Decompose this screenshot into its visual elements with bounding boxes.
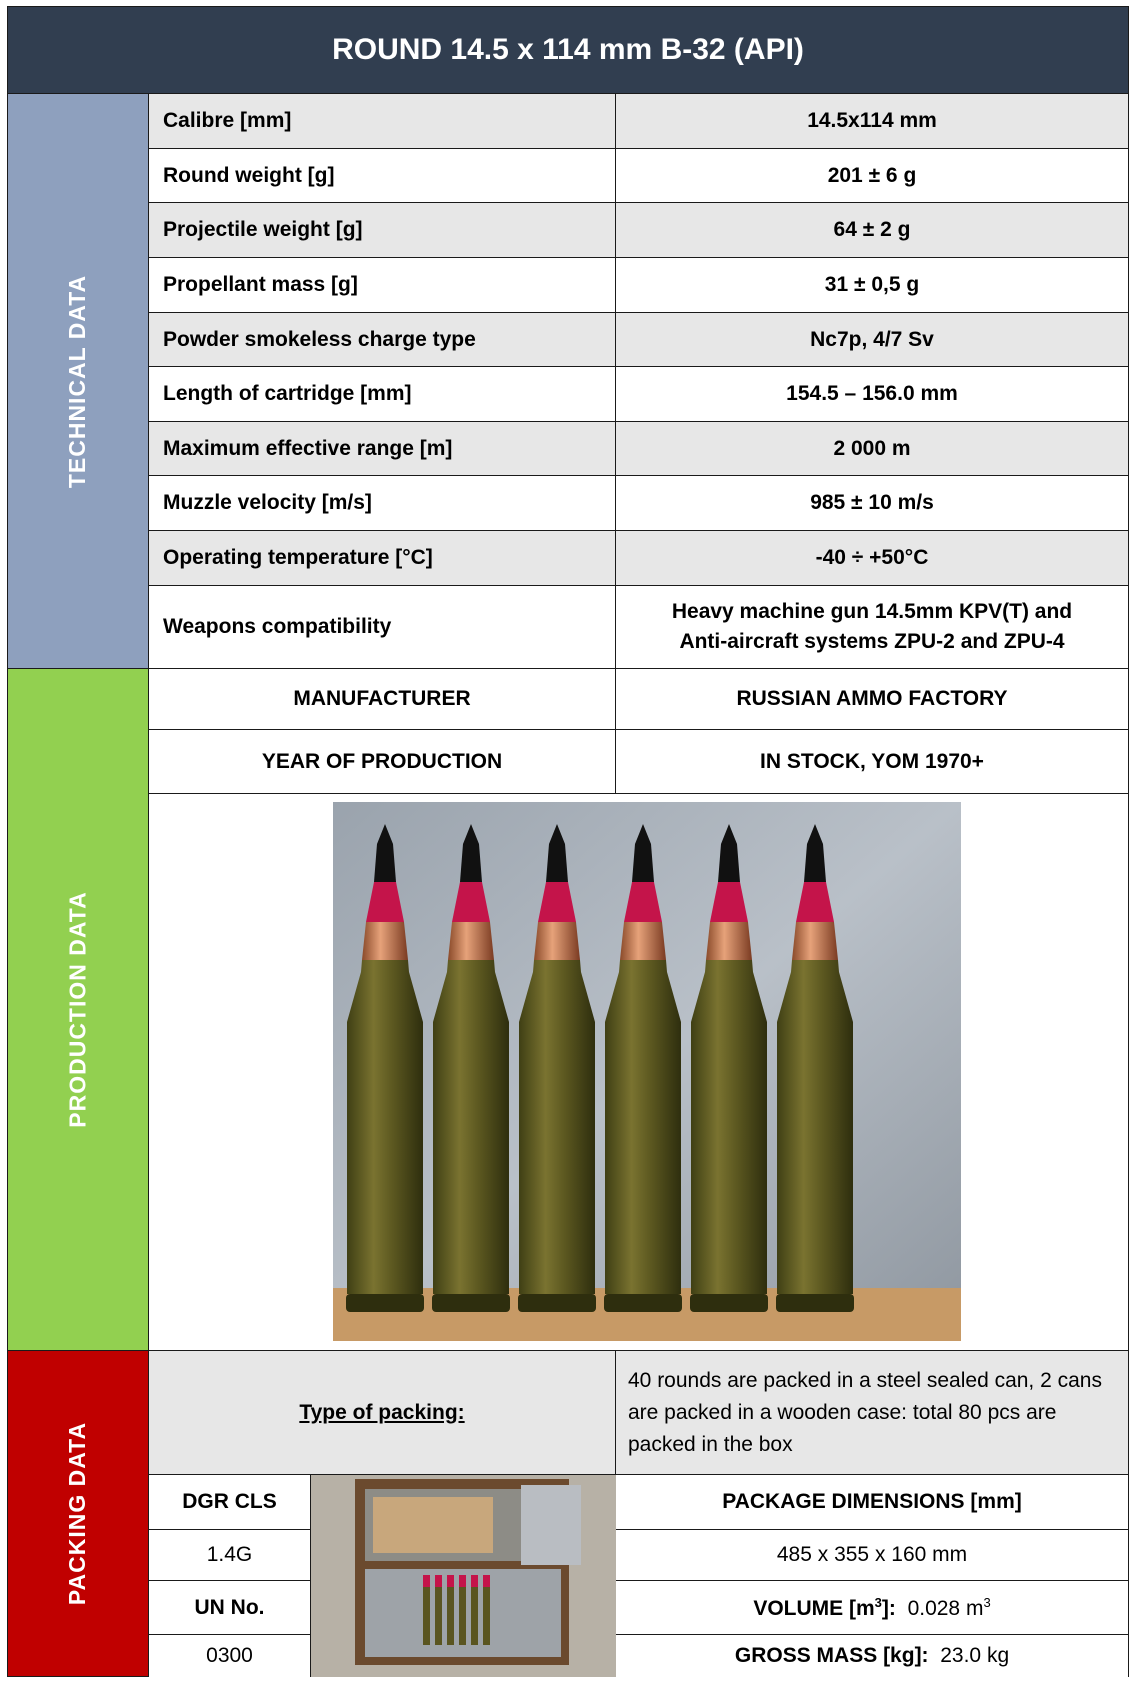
volume-value bbox=[908, 1595, 991, 1621]
section-technical bbox=[7, 94, 149, 669]
section-production-label: PRODUCTION DATA bbox=[64, 891, 91, 1128]
row-value-cartridge-length: 154.5 – 156.0 mm bbox=[616, 367, 1129, 422]
manufacturer-label: MANUFACTURER bbox=[149, 669, 616, 730]
packing-type-value: 40 rounds are packed in a steel sealed can, 2 cans are packed in a wooden case: total 80 pcs are packed in the box bbox=[616, 1351, 1129, 1475]
cartridges-photo-frame bbox=[149, 794, 1129, 1351]
section-packing bbox=[7, 1351, 149, 1677]
row-value-operating-temperature: -40 ÷ +50°C bbox=[616, 531, 1129, 586]
volume-cell bbox=[616, 1581, 1129, 1635]
dgr-value: 1.4G bbox=[149, 1530, 311, 1581]
row-label-effective-range: Maximum effective range [m] bbox=[149, 422, 616, 476]
row-label-projectile-weight: Projectile weight [g] bbox=[149, 203, 616, 258]
volume-label-text: VOLUME [m bbox=[753, 1596, 875, 1620]
page-title: ROUND 14.5 x 114 mm B-32 (API) bbox=[7, 6, 1129, 94]
section-production bbox=[7, 669, 149, 1351]
cartridges-photo bbox=[333, 802, 961, 1341]
un-value: 0300 bbox=[149, 1635, 311, 1677]
dgr-label: DGR CLS bbox=[149, 1475, 311, 1530]
row-value-propellant-mass: 31 ± 0,5 g bbox=[616, 258, 1129, 313]
row-value-charge-type: Nc7p, 4/7 Sv bbox=[616, 313, 1129, 367]
year-label: YEAR OF PRODUCTION bbox=[149, 730, 616, 794]
volume-label-end: ]: bbox=[881, 1596, 896, 1620]
section-technical-label: TECHNICAL DATA bbox=[64, 274, 91, 488]
row-label-weapons-compatibility: Weapons compatibility bbox=[149, 586, 616, 669]
volume-value-sup: 3 bbox=[983, 1594, 991, 1610]
weapons-compatibility-line-1: Heavy machine gun 14.5mm KPV(T) and bbox=[671, 600, 1073, 623]
dimensions-label: PACKAGE DIMENSIONS [mm] bbox=[616, 1475, 1129, 1530]
packing-photo-frame bbox=[311, 1475, 616, 1677]
row-value-effective-range: 2 000 m bbox=[616, 422, 1129, 476]
row-label-calibre: Calibre [mm] bbox=[149, 94, 616, 149]
packing-photo bbox=[311, 1475, 616, 1677]
year-value: IN STOCK, YOM 1970+ bbox=[616, 730, 1129, 794]
row-value-muzzle-velocity: 985 ± 10 m/s bbox=[616, 476, 1129, 531]
row-label-muzzle-velocity: Muzzle velocity [m/s] bbox=[149, 476, 616, 531]
row-value-weapons-compatibility bbox=[616, 586, 1129, 669]
volume-value-text: 0.028 m bbox=[907, 1596, 984, 1620]
dimensions-value: 485 x 355 x 160 mm bbox=[616, 1530, 1129, 1581]
row-value-projectile-weight: 64 ± 2 g bbox=[616, 203, 1129, 258]
row-label-propellant-mass: Propellant mass [g] bbox=[149, 258, 616, 313]
row-label-operating-temperature: Operating temperature [°C] bbox=[149, 531, 616, 586]
gross-mass-cell bbox=[616, 1635, 1129, 1677]
gross-mass-value: 23.0 kg bbox=[940, 1644, 1010, 1667]
un-label: UN No. bbox=[149, 1581, 311, 1635]
row-value-round-weight: 201 ± 6 g bbox=[616, 149, 1129, 203]
volume-label bbox=[753, 1595, 896, 1621]
volume-label-sup: 3 bbox=[874, 1594, 882, 1610]
weapons-compatibility-line-2: Anti-aircraft systems ZPU-2 and ZPU-4 bbox=[679, 630, 1065, 653]
row-label-cartridge-length: Length of cartridge [mm] bbox=[149, 367, 616, 422]
row-value-calibre: 14.5x114 mm bbox=[616, 94, 1129, 149]
row-label-charge-type: Powder smokeless charge type bbox=[149, 313, 616, 367]
manufacturer-value: RUSSIAN AMMO FACTORY bbox=[616, 669, 1129, 730]
packing-type-label-cell bbox=[149, 1351, 616, 1475]
packing-type-label: Type of packing: bbox=[299, 1400, 465, 1424]
section-packing-label: PACKING DATA bbox=[64, 1421, 91, 1606]
spec-sheet bbox=[7, 6, 1129, 1677]
row-label-round-weight: Round weight [g] bbox=[149, 149, 616, 203]
gross-mass-label: GROSS MASS [kg]: bbox=[734, 1644, 929, 1667]
